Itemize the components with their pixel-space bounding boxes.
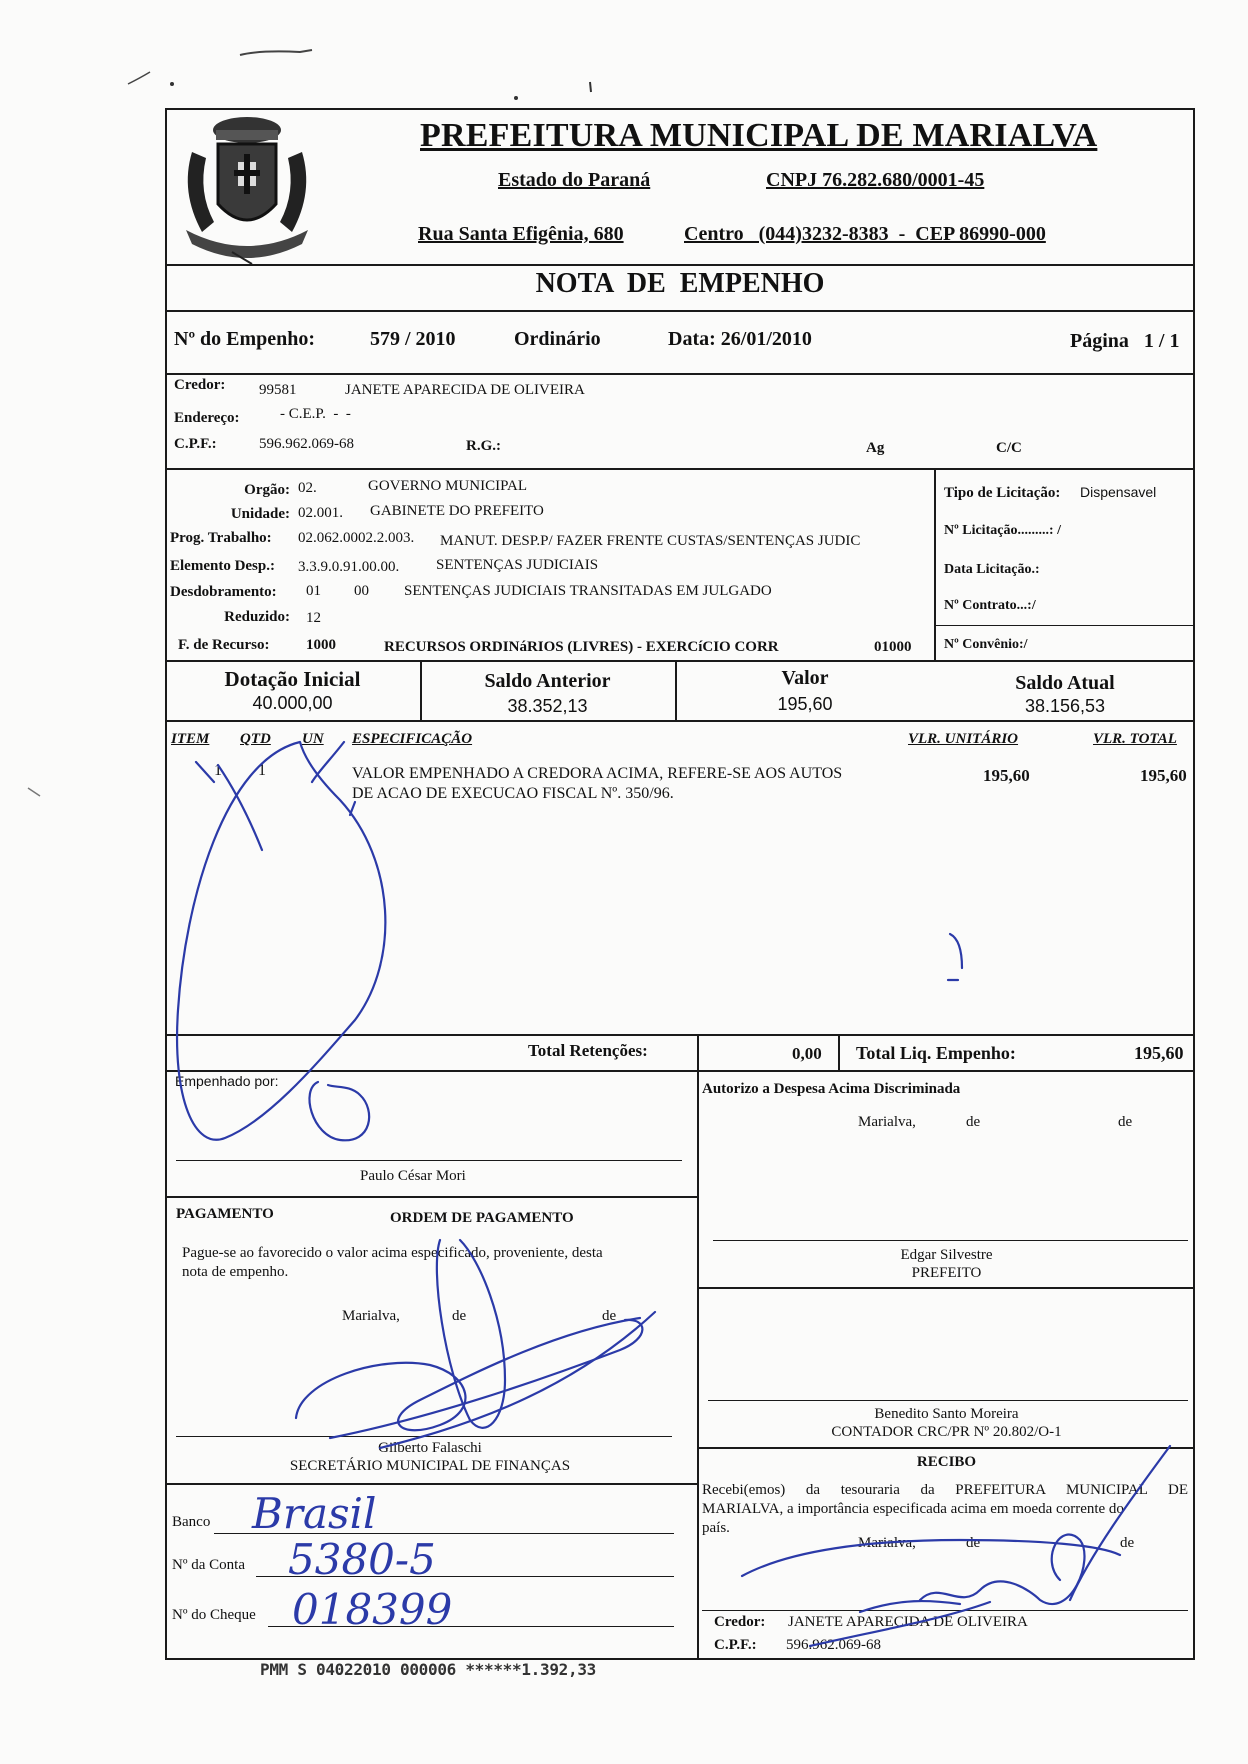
recibo-text-3: país.: [702, 1520, 730, 1536]
recurso-value: RECURSOS ORDINáRIOS (LIVRES) - EXERCíCIO CORR: [384, 639, 779, 655]
col-spec: ESPECIFICAÇÃO: [352, 731, 473, 747]
empenho-number: 579 / 2010: [370, 328, 456, 350]
empenho-type: Ordinário: [514, 328, 601, 350]
item-spec-line2: DE ACAO DE EXECUCAO FISCAL Nº. 350/96.: [352, 785, 674, 802]
unidade-label: Unidade:: [230, 506, 290, 522]
header-cnpj: CNPJ 76.282.680/0001-45: [766, 169, 985, 191]
convenio-number: Nº Convênio:/: [944, 637, 1028, 652]
autorizo-de-2: de: [1118, 1114, 1133, 1130]
recibo-credor-name: JANETE APARECIDA DE OLIVEIRA: [788, 1614, 1028, 1630]
pagamento-de-1: de: [452, 1308, 467, 1324]
handwritten-account: 5380-5: [288, 1535, 436, 1584]
saldo-atual-label: Saldo Atual: [1015, 672, 1115, 694]
elemento-value: SENTENÇAS JUDICIAIS: [436, 557, 599, 573]
item-qtd: 1: [258, 762, 266, 779]
page-indicator: Página 1 / 1: [1070, 330, 1180, 352]
liquido-value: 195,60: [1134, 1043, 1184, 1063]
contador-role: CONTADOR CRC/PR Nº 20.802/O-1: [831, 1424, 1062, 1440]
municipal-coat-of-arms: [172, 112, 322, 264]
retencoes-label: Total Retenções:: [528, 1041, 648, 1060]
recurso-code: 1000: [306, 637, 336, 653]
autorizo-city: Marialva,: [858, 1114, 916, 1130]
banco-label: Banco: [172, 1514, 211, 1530]
valor-value: 195,60: [777, 694, 833, 714]
dotacao-value: 40.000,00: [252, 693, 333, 713]
saldo-anterior-value: 38.352,13: [507, 696, 588, 716]
prog-label: Prog. Trabalho:: [170, 530, 272, 546]
cpf-label: C.P.F.:: [174, 436, 217, 452]
credor-code: 99581: [259, 382, 297, 398]
licitacao-number: Nº Licitação.........: /: [944, 523, 1061, 538]
secretario-name: Gilberto Falaschi: [378, 1440, 482, 1456]
desdobramento-value: SENTENÇAS JUDICIAIS TRANSITADAS EM JULGADO: [404, 583, 772, 599]
document-title: NOTA DE EMPENHO: [535, 268, 825, 299]
prefeito-role: PREFEITO: [911, 1265, 982, 1281]
elemento-label: Elemento Desp.:: [170, 558, 275, 574]
licitacao-date: Data Licitação.:: [944, 562, 1040, 577]
valor-label: Valor: [781, 667, 829, 689]
ag-label: Ag: [866, 440, 885, 456]
credor-name: JANETE APARECIDA DE OLIVEIRA: [345, 382, 585, 398]
pagamento-text-1: Pague-se ao favorecido o valor acima especificado, proveniente, desta: [182, 1245, 603, 1261]
header-address: Rua Santa Efigênia, 680: [418, 223, 624, 245]
recibo-text-1: Recebi(emos) da tesouraria da PREFEITURA MUNICIPAL DE: [702, 1482, 1188, 1498]
handwritten-cheque: 018399: [292, 1585, 453, 1634]
orgao-code: 02.: [298, 480, 317, 496]
desdobramento-b: 00: [354, 583, 369, 599]
handwritten-bank: Brasil: [252, 1489, 377, 1538]
recibo-de-2: de: [1120, 1535, 1135, 1551]
recibo-de-1: de: [966, 1535, 981, 1551]
header-title: PREFEITURA MUNICIPAL DE MARIALVA: [420, 117, 1098, 154]
recibo-cpf-value: 596.962.069-68: [786, 1637, 881, 1653]
elemento-code: 3.3.9.0.91.00.00.: [298, 559, 400, 575]
reduzido-label: Reduzido:: [224, 609, 290, 625]
col-item: ITEM: [171, 731, 210, 747]
saldo-atual-value: 38.156,53: [1024, 696, 1106, 716]
pagamento-text-2: nota de empenho.: [182, 1264, 289, 1280]
cheque-label: Nº do Cheque: [172, 1607, 256, 1623]
address-label: Endereço:: [174, 410, 240, 426]
autorizo-de-1: de: [966, 1114, 981, 1130]
prog-code: 02.062.0002.2.003.: [298, 530, 415, 546]
col-total-value: VLR. TOTAL: [1093, 731, 1177, 747]
col-unit-value: VLR. UNITÁRIO: [908, 731, 1019, 747]
secretario-role: SECRETÁRIO MUNICIPAL DE FINANÇAS: [289, 1458, 571, 1474]
orgao-label: Orgão:: [244, 482, 290, 498]
header-state: Estado do Paraná: [498, 169, 651, 191]
item-total-value: 195,60: [1140, 766, 1187, 785]
liquido-label: Total Liq. Empenho:: [856, 1043, 1016, 1063]
pagamento-de-2: de: [602, 1308, 617, 1324]
footer-stamp: PMM S 04022010 000006 ******1.392,33: [260, 1660, 596, 1679]
recibo-label: RECIBO: [916, 1454, 977, 1470]
recibo-credor-label: Credor:: [714, 1614, 766, 1630]
prog-value: MANUT. DESP.P/ FAZER FRENTE CUSTAS/SENTENÇAS JUDIC: [440, 533, 861, 549]
recurso-number: 01000: [874, 639, 912, 655]
conta-label: Nº da Conta: [172, 1557, 245, 1573]
unidade-code: 02.001.: [298, 505, 343, 521]
recibo-cpf-label: C.P.F.:: [714, 1637, 757, 1653]
licitacao-tipo-label: Tipo de Licitação:: [944, 485, 1061, 501]
item-number: 1: [214, 762, 222, 779]
desdobramento-a: 01: [306, 583, 321, 599]
cc-label: C/C: [996, 440, 1022, 456]
contrato-number: Nº Contrato...:/: [944, 598, 1036, 613]
desdobramento-label: Desdobramento:: [170, 584, 277, 600]
item-spec-line1: VALOR EMPENHADO A CREDORA ACIMA, REFERE-SE AOS AUTOS: [352, 765, 843, 782]
recurso-label: F. de Recurso:: [178, 637, 270, 653]
empenho-date: Data: 26/01/2010: [668, 328, 812, 350]
empenho-label: Nº do Empenho:: [174, 328, 316, 350]
pagamento-label: PAGAMENTO: [176, 1206, 274, 1222]
pagamento-city: Marialva,: [342, 1308, 400, 1324]
rg-label: R.G.:: [466, 438, 501, 454]
col-qtd: QTD: [240, 731, 271, 747]
reduzido-value: 12: [306, 610, 321, 626]
item-unit-value: 195,60: [983, 766, 1030, 785]
address-value: - C.E.P. - -: [280, 406, 351, 422]
credor-label: Credor:: [174, 377, 226, 393]
retencoes-value: 0,00: [792, 1044, 822, 1063]
prefeito-name: Edgar Silvestre: [900, 1247, 993, 1263]
contador-name: Benedito Santo Moreira: [874, 1406, 1019, 1422]
dotacao-label: Dotação Inicial: [224, 667, 361, 691]
autorizo-label: Autorizo a Despesa Acima Discriminada: [702, 1081, 961, 1097]
empenhado-name: Paulo César Mori: [360, 1168, 466, 1184]
col-un: UN: [302, 731, 324, 747]
empenhado-label: Empenhado por:: [175, 1073, 279, 1089]
ordem-pagamento: ORDEM DE PAGAMENTO: [390, 1210, 574, 1226]
saldo-anterior-label: Saldo Anterior: [484, 670, 611, 692]
unidade-value: GABINETE DO PREFEITO: [370, 503, 544, 519]
orgao-value: GOVERNO MUNICIPAL: [368, 478, 528, 494]
header-contact: Centro (044)3232-8383 - CEP 86990-000: [684, 223, 1046, 245]
recibo-text-2: MARIALVA, a importância especificada acima em moeda corrente do: [702, 1501, 1124, 1517]
recibo-city: Marialva,: [858, 1535, 916, 1551]
cpf-value: 596.962.069-68: [259, 436, 354, 452]
licitacao-tipo-value: Dispensavel: [1080, 484, 1157, 500]
